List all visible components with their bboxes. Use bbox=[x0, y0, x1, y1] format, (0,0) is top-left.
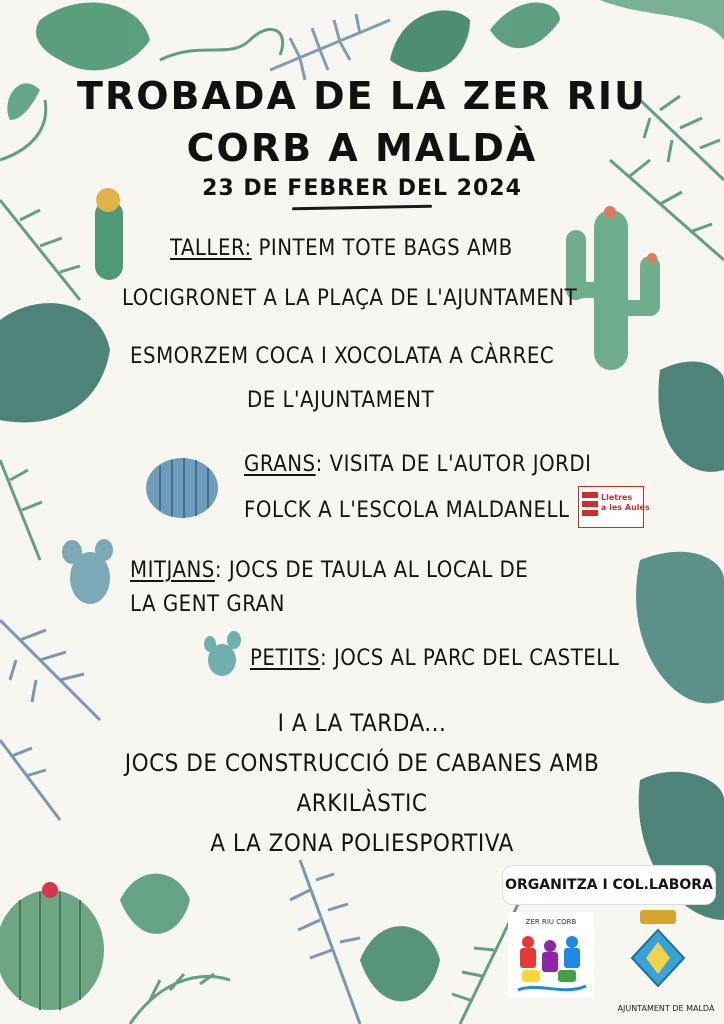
taller-line1 bbox=[170, 236, 513, 261]
tarda-line1: I A LA TARDA... bbox=[277, 709, 447, 737]
petits-label: PETITS bbox=[250, 646, 321, 671]
coat-of-arms-icon bbox=[626, 906, 690, 1002]
tarda-line3: ARKILÀSTIC bbox=[296, 789, 428, 817]
book-stack-icon bbox=[582, 492, 600, 522]
zer-riu-corb-logo bbox=[508, 912, 594, 998]
mitjans-line1 bbox=[130, 558, 528, 583]
petits-text1: : JOCS AL PARC DEL CASTELL bbox=[320, 646, 620, 671]
event-date: 23 DE FEBRER DEL 2024 bbox=[202, 176, 522, 201]
round-cactus-icon bbox=[0, 882, 104, 1010]
puzzle-people-icon bbox=[508, 912, 594, 998]
grans-label: GRANS bbox=[244, 452, 316, 477]
poster-title-line2: CORB A MALDÀ bbox=[186, 126, 538, 170]
mitjans-line2: LA GENT GRAN bbox=[130, 592, 285, 617]
saguaro-cactus-icon bbox=[566, 206, 660, 370]
ajuntament-maldà-logo bbox=[626, 906, 690, 1002]
leaf-icon bbox=[390, 10, 470, 72]
small-cactus-icon bbox=[204, 631, 241, 676]
taller-text1: PINTEM TOTE BAGS AMB bbox=[251, 236, 513, 261]
barrel-cactus-icon bbox=[146, 458, 218, 518]
petits-line1 bbox=[250, 646, 619, 671]
tarda-line2: JOCS DE CONSTRUCCIÓ DE CABANES AMB bbox=[124, 749, 600, 777]
mitjans-label: MITJANS bbox=[130, 558, 215, 583]
lletres-a-les-aules-logo bbox=[578, 486, 650, 528]
zer-logo-text: ZER RIU CORB bbox=[525, 918, 577, 926]
monstera-leaf-icon bbox=[0, 303, 110, 422]
prickly-pear-cactus-icon bbox=[62, 539, 113, 604]
esmorzem-line2: DE L'AJUNTAMENT bbox=[247, 388, 435, 413]
grans-line1 bbox=[244, 452, 591, 477]
taller-line2: LOCIGRONET A LA PLAÇA DE L'AJUNTAMENT bbox=[122, 286, 578, 311]
lletres-logo-text: Lletres a les Aules bbox=[601, 493, 650, 512]
taller-label: TALLER: bbox=[170, 236, 252, 261]
grans-line2: FOLCK A L'ESCOLA MALDANELL bbox=[244, 498, 570, 523]
esmorzem-line1: ESMORZEM COCA I XOCOLATA A CÀRREC bbox=[130, 344, 555, 369]
ajuntament-label: AJUNTAMENT DE MALDÀ bbox=[617, 1004, 715, 1013]
cactus-icon bbox=[95, 188, 123, 280]
grans-text1: : VISITA DE L'AUTOR JORDI bbox=[315, 452, 592, 477]
tarda-line4: A LA ZONA POLIESPORTIVA bbox=[210, 829, 514, 857]
organitza-label: ORGANITZA I COL.LABORA bbox=[503, 866, 715, 904]
mitjans-text1: : JOCS DE TAULA AL LOCAL DE bbox=[214, 558, 529, 583]
poster-title-line1: TROBADA DE LA ZER RIU bbox=[77, 74, 647, 118]
